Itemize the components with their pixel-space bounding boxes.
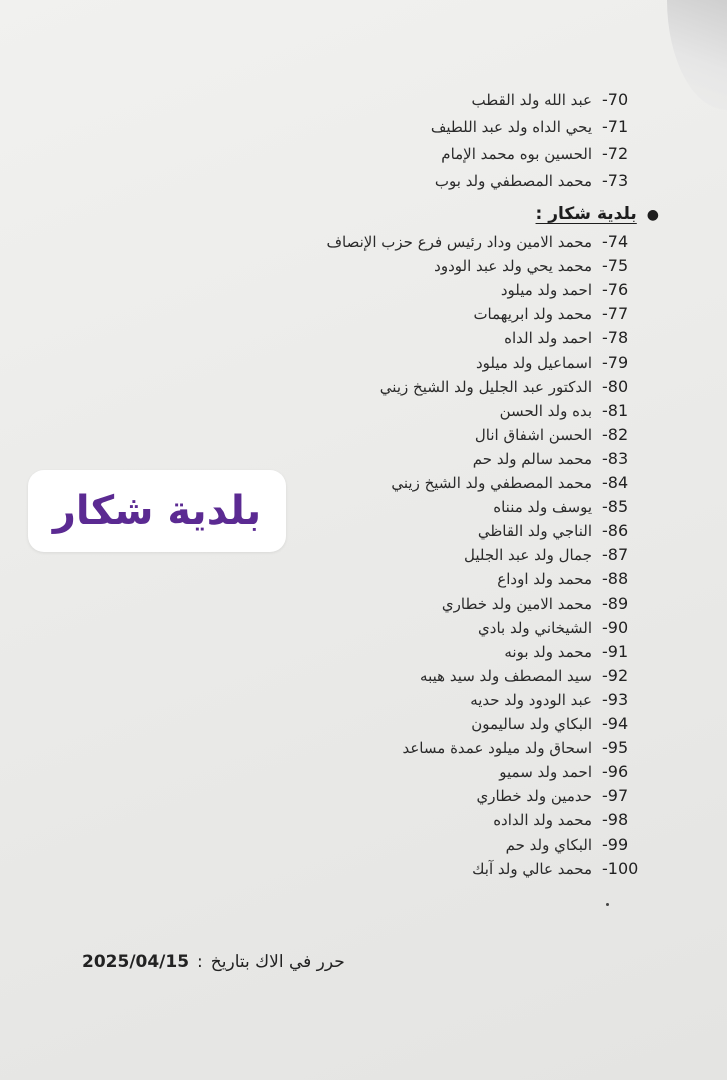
list-item [0, 807, 727, 833]
item-number: -70 [602, 90, 629, 109]
item-number: -71 [602, 117, 629, 136]
list-item [0, 663, 727, 689]
list-item [0, 374, 727, 400]
item-name: الدكتور عبد الجليل ولد الشيخ زيني [379, 377, 592, 396]
section-title: بلدية شكار : [535, 204, 637, 224]
list-item [0, 735, 727, 761]
footer-separator: : [197, 952, 203, 972]
list-item [0, 277, 727, 303]
item-number: -83 [602, 448, 629, 468]
item-number: -82 [602, 424, 629, 444]
list-item [0, 783, 727, 809]
ink-dot [606, 903, 609, 906]
item-number: -86 [602, 521, 629, 541]
item-number: -87 [602, 545, 629, 565]
list-item [0, 615, 727, 641]
item-name: احمد ولد ميلود [500, 281, 592, 300]
item-number: -96 [602, 762, 629, 782]
list-item [0, 687, 727, 713]
section-heading [536, 200, 659, 228]
item-name: اسماعيل ولد ميلود [476, 353, 592, 372]
item-number: -84 [602, 473, 629, 492]
item-name: محمد المصطفي ولد بوب [434, 172, 592, 190]
item-number: -99 [602, 834, 629, 854]
item-name: بده ولد الحسن [499, 401, 592, 420]
item-number: -77 [602, 304, 629, 324]
item-name: البكاي ولد ساليمون [471, 715, 592, 733]
list-item [0, 711, 727, 737]
item-name: محمد سالم ولد حم [472, 449, 592, 468]
item-number: -85 [602, 497, 629, 517]
item-name: محمد ولد الداده [493, 811, 592, 830]
item-number: -95 [602, 738, 629, 758]
list-item [0, 639, 727, 665]
item-number: -79 [602, 352, 629, 372]
list-item [0, 87, 727, 113]
footer-line [82, 948, 345, 976]
footer-date: 2025/04/15 [82, 952, 190, 972]
list-item [0, 301, 727, 327]
item-name: اسحاق ولد ميلود عمدة مساعد [402, 739, 592, 758]
list-item [0, 229, 727, 255]
municipality-label-box [28, 470, 286, 552]
item-name: الحسين بوه محمد الإمام [441, 145, 592, 163]
item-name: محمد ولد اوداع [497, 570, 592, 589]
list-item [0, 422, 727, 448]
item-number: -93 [602, 689, 629, 709]
item-name: الناجي ولد القاظي [477, 522, 592, 541]
item-number: -97 [602, 786, 629, 806]
item-name: جمال ولد عبد الجليل [463, 546, 592, 565]
item-name: يوسف ولد منناه [493, 498, 592, 517]
item-number: -89 [602, 593, 629, 613]
list-item [0, 325, 727, 351]
item-number: -80 [602, 376, 629, 396]
list-item [0, 759, 727, 785]
item-name: حدمين ولد خطاري [476, 787, 592, 806]
item-name: الحسن اشفاق انال [474, 425, 592, 444]
item-name: يحي الداه ولد عبد اللطيف [430, 118, 592, 136]
item-number: -74 [602, 232, 629, 251]
item-number: -98 [602, 810, 629, 830]
item-number: -90 [602, 617, 629, 637]
item-name: احمد ولد الداه [504, 329, 592, 348]
list-item [0, 591, 727, 617]
item-number: -94 [602, 714, 629, 733]
item-number: -75 [602, 256, 629, 276]
item-name: محمد الامين ولد خطاري [441, 594, 592, 613]
item-name: البكاي ولد حم [505, 835, 592, 854]
list-item [0, 350, 727, 376]
item-name: الشيخاني ولد بادي [478, 618, 592, 637]
item-name: محمد عالي ولد آبك [472, 859, 592, 878]
item-name: عبد الله ولد القطب [471, 91, 592, 109]
list-item [0, 141, 727, 167]
list-item [0, 446, 727, 472]
list-item [0, 168, 727, 194]
list-item [0, 398, 727, 424]
item-number: -92 [602, 665, 629, 685]
item-number: -81 [602, 400, 629, 420]
item-number: -88 [602, 569, 629, 589]
municipality-label: بلدية شكار [52, 488, 262, 534]
list-item [0, 832, 727, 858]
item-name: محمد الامين وداد رئيس فرع حزب الإنصاف [326, 233, 592, 251]
bullet-icon: ● [646, 207, 659, 223]
item-name: محمد ولد ابريهمات [473, 305, 592, 324]
item-name: عبد الودود ولد حديه [470, 690, 592, 709]
item-number: -72 [602, 144, 629, 163]
item-name: احمد ولد سميو [499, 763, 592, 782]
item-number: -78 [602, 328, 629, 348]
list-item [0, 856, 727, 882]
list-item [0, 566, 727, 592]
item-number: -91 [602, 641, 629, 661]
item-name: سيد المصطف ولد سيد هيبه [420, 666, 592, 685]
item-name: محمد ولد بونه [504, 642, 592, 661]
item-number: -76 [602, 280, 629, 300]
footer-label: حرر في الاك بتاريخ [210, 952, 345, 972]
list-item [0, 114, 727, 140]
item-number: -73 [602, 171, 629, 190]
list-item [0, 253, 727, 279]
item-name: محمد المصطفي ولد الشيخ زيني [391, 474, 592, 492]
item-number: -100 [602, 858, 639, 878]
item-name: محمد يحي ولد عبد الودود [434, 257, 592, 276]
